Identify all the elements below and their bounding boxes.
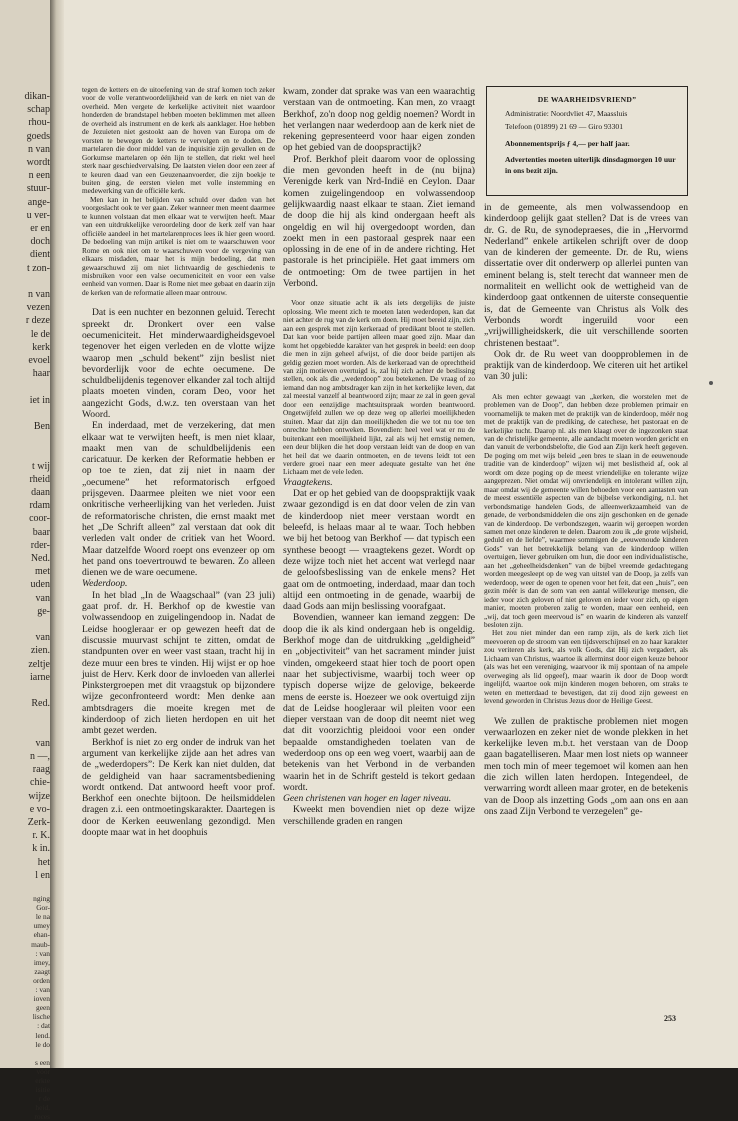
margin-fragment: schap: [27, 104, 50, 116]
margin-fragment: Red.: [31, 698, 50, 710]
margin-fragment: rhou-: [28, 117, 50, 129]
margin-fragment-small: : dat: [37, 1021, 50, 1031]
margin-fragment: evoel: [28, 355, 50, 366]
margin-fragment-small: Gor-: [36, 903, 50, 913]
masthead-telephone: Telefoon (01899) 21 69 — Giro 93301: [505, 122, 623, 131]
margin-fragment: doch: [30, 236, 50, 248]
margin-fragment: goeds: [26, 130, 50, 142]
margin-fragment: n —,: [30, 751, 50, 762]
masthead-subscription: Abonnementsprijs ƒ 4,— per half jaar.: [505, 138, 630, 148]
quote-berkhof: [283, 299, 475, 477]
margin-fragment: n van: [28, 289, 50, 300]
margin-fragment-small: heid,: [35, 1103, 50, 1113]
masthead-administration: Administratie: Noordvliet 47, Maassluis: [505, 108, 628, 118]
page-fold: [50, 0, 64, 1068]
margin-fragment-small: vóór: [36, 1066, 50, 1076]
margin-fragment-small: maub-: [31, 939, 50, 949]
margin-fragment: zeltje: [28, 658, 50, 670]
margin-fragment: van: [35, 632, 50, 644]
margin-fragment: rheid: [29, 473, 50, 485]
column-1: [82, 86, 275, 991]
margin-fragment: baar: [32, 526, 50, 538]
section-heading-niveau: Geen christenen van hoger en lager niveau.: [283, 793, 452, 805]
body-paragraph: Ook dr. de Ru weet van doopproblemen in de praktijk van de kinderdoop. We citeren uit het artikel van 30 juli:: [484, 348, 688, 383]
margin-fragment-small: geen: [36, 1003, 50, 1013]
margin-fragment-small: le do: [35, 1039, 50, 1049]
margin-fragment: vezen: [26, 302, 50, 314]
quote-paragraph: Het zou niet minder dan een ramp zijn, als de kerk zich liet meevoeren op de stroom van een tijdsverschijnsel en zo haar karakter zou veriteren als kerk, als volk Gods, dat Hij zich vergadert, als Lichaam van Christus, waartoe ik allerminst door eigen keuze behoor (als was het een vereniging, waarvoor ik mij spontaan of na ampele overweging als lid opgeef), maar waarin ik door de Doop wordt ingelijfd, waartoe ook mijn kinderen mogen behoren, om straks te weten en metterdaad te bevestigen, dat zij dood zijn geweest en levend geworden in Christus Jezus door de Heilige Geest.: [484, 628, 688, 706]
margin-fragment-small: : van: [35, 985, 50, 994]
masthead-title: DE WAARHEIDSVRIEND”: [537, 95, 637, 104]
margin-fragment-small: nging: [33, 894, 50, 903]
masthead-box: [486, 86, 688, 196]
margin-fragment: iet in: [29, 394, 50, 406]
margin-fragment: het: [37, 856, 50, 868]
margin-fragment: e vo-: [29, 803, 50, 815]
margin-fragment: er en: [30, 223, 50, 234]
margin-fragment: coor-: [29, 513, 50, 525]
margin-fragment: l en: [35, 869, 50, 881]
margin-fragment: uden: [30, 579, 50, 591]
margin-fragment: met: [35, 566, 50, 578]
margin-fragment: rder-: [30, 539, 50, 551]
margin-fragment-small: ehan-: [33, 930, 50, 940]
section-heading-wederdoop: Wederdoop.: [82, 578, 128, 590]
body-paragraph: Bovendien, wanneer kan iemand zeggen: De doop die ik als kind ondergaan heb is ongeldig. Berkhof moge dan de uitdrukking „geldigheid” en „objectiviteit” van het sacrament minder juist vinden, omgekeerd staat hier toch de poort open naar het subjectivisme, waarbij toch weer op typisch doperse wijze de gelovige, bekeerde mens de eerste is. Hoezeer we ook overtuigd zijn dat de Leidse hoogleraar wil pleiten voor een dieper verstaan van de doop dit neemt niet weg dat dit voorzichtig pleidooi voor een onder bepaalde omstandigheden toelaten van de wederdoop ons op een weg voert, waarbij aan de betekenis van het Verbond in de verbanden waarin het in de Schrift gesteld is tekort gedaan wordt.: [283, 612, 475, 793]
margin-fragment-small: s een: [35, 1057, 50, 1067]
margin-fragment: dient: [30, 249, 50, 261]
body-paragraph: Dat er op het gebied van de doopspraktijk vaak zwaar gezondigd is en dat door velen de zin van de kinderdoop niet meer verstaan wordt en beleefd, is helaas maar al te waar. Toch hebben we bij het betoog van Berkhof — dat typisch een synthese beoogt — vraagtekens gezet. Wordt op deze wijze toch niet het accent wat verlegd naar de geloofsbeslissing van de enkele mens? Het gaat om de ontmoeting, inderdaad, maar dan toch altijd een ontmoeting in de genade, waarbij de daad Gods aan mijn beslissing voorafgaat.: [283, 488, 475, 613]
margin-fragment: chie-: [30, 777, 50, 789]
body-paragraph: Prof. Berkhof pleit daarom voor de oplossing die men gevonden heeft in de (nu bijna) Verenigde kerk van Nrd-Indië en Ceylon. Daar komen zuigelingendoop en volwassendoop gelijkwaardig naast elkaar te staan. Ziet iemand de doop die hij als kind ondergaan heeft als ongeldig en wil hij overgedoopt worden, dan zoekt men in een pastoraal gesprek naar een oplossing in de ene of in de andere richting. Het pastorale is het principiële. Het gaat immers om de ontmoeting: Om de twee partijen in het Verbond.: [283, 153, 475, 290]
margin-fragment: zien.: [30, 645, 50, 657]
quote-paragraph: tegen de ketters en de uitoefening van de straf komen toch zeker voor de volle verantwoordelijkheid van de kerk en niet van de overheid. Men vergete de kerkelijke activiteit niet waardoor honderden de brandstapel hebben moeten beklimmen met alleen de overheid als instrument en de kerk als aanklager. Hoe hebben de Jezuieten niet gestookt aan de hoven van Europa om de vorsten te bewegen de ketters te vervolgen en te doden. De martelaren die door middel van de inquisitie zijn gevallen en de Gorkumse martelaren op één lijn te stellen, dat riekt wel heel sterk naar geschiedvervalsing. De laatsten vielen door een zeer af te keuren daad van een Geuzenaanvoerder, die zijn boekje te buiten ging, de eersten vielen met volle instemming en medewerking van de officiële kerk.: [82, 85, 275, 196]
margin-fragment-small: ioven: [33, 994, 50, 1004]
margin-fragment: Ned.: [30, 553, 50, 564]
margin-fragment-small: lend.: [35, 1030, 50, 1040]
quote-dronkert: [82, 86, 275, 297]
margin-fragment: n een: [28, 170, 50, 182]
margin-fragment: raag: [32, 764, 50, 776]
margin-fragment-small: erkte: [35, 1076, 50, 1085]
margin-fragment: le de: [30, 328, 50, 340]
column-2: [283, 86, 475, 991]
body-paragraph: kwam, zonder dat sprake was van een waarachtig verstaan van de ontmoeting. Kan men, zo vraagt Berkhof, zo'n doop nog geldig noemen? Wordt in het verlangen naar wederdoop aan de kerk niet de rekening gepresenteerd voor haar eigen zonden op het gebied van de doopspractijk?: [283, 86, 475, 154]
margin-fragment: u ver-: [26, 209, 50, 221]
margin-fragment-small: : van: [35, 948, 50, 958]
quote-paragraph: Voor onze situatie acht ik als iets dergelijks de juiste oplossing. Wie meent zich te moeten laten wederdopen, kan dat niet achter de rug van de kerk om doen. Hij moet bereid zijn, zich aan een gesprek met zijn kerkeraad of predikant bloot te stellen. Dat kan voor beide partijen alleen maar goed zijn. Maar dan komt het opgebiedde karakter van het gesprek in beeld: een doop die men in zijn geheel afwijst, of die door beide partijen als geldig gezien moet worden. Als de kerkeraad van de oprechtheid van zijn motieven overtuigd is, zal hij zich achter de beslissing stellen, ook als die „wederdoop” zou betekenen. De vraag of zo iemand dan nog ambtsdrager kan zijn in het kerkelijke leven, dat zal meestal vanzelf al beantwoord zijn; maar ze zal in geen geval door een eenzijdige machtsuitspraak worden beantwoord. Ongetwijfeld zullen we op deze weg op allerlei moeilijkheden stuiten. Maar dat zijn dan moeilijkheden die we tot nu toe ten onrechte hebben ontweken. Bovendien: heel veel wat er nu de buitenkant een moeilijkheid lijkt, zal als wij het ernstig nemen, een deur blijken die het doop verstaan leidt van de doop en van het heil dat we daarin ontmoeten, en de tevens leidt tot een verdere groei naar een meer adequate gestalte van het éne Lichaam met de vele leden.: [283, 298, 475, 477]
body-paragraph: in de gemeente, als men volwassendoop en kinderdoop gelijk gaat stellen? Dat is de vrees van dr. G. de Ru, de synodepraeses, die in „Hervormd Nederland” enkele artikelen schrijft over de doop van de kinderen der gemeente. Dr. de Ru, wiens dissertatie over dit onderwerp op allerlei punten van eminent belang is, stelt terecht dat wanneer men de normaliteit en wellicht ook de wettigheid van de kinderdoop gaat ontkennen de uiterste consequentie is, dat de Gemeente van Christus als Volk des Verbonds wordt ingeruild voor een „vrijwilligheidskerk, die uit verschillende soorten christenen bestaat”.: [484, 202, 688, 349]
body-paragraph: En inderdaad, met de verzekering, dat men elkaar wat te verwijten heeft, is men niet klaar, maakt men van de schuldbelijdenis een caricatuur. De kerken der Reformatie hebben er op toe te zien, dat zij niet in naam der „oecumene” het reformatorisch erfgoed prijsgeven. Daarmee pleiten we niet voor een onkritische verheerlijking van het verleden. Juist de reformatorische christen, die ernst maakt met het „De Schrift alleen” zal verstaan dat ook dit verleden valt onder de critiek van het Woord. Maar datzelfde Woord roept ons evenzeer op om het pand ons toevertrouwd te bewaren. Zo alleen dienen we de ware oecumene.: [82, 420, 275, 579]
margin-fragment: t zon-: [26, 262, 50, 274]
margin-fragment-small: lische: [32, 1012, 50, 1022]
margin-fragment: n van: [28, 143, 50, 155]
quote-paragraph: Men kan in het belijden van schuld over daden van het voorgeslacht ook te ver gaan. Zeker wanneer men meent daarmee te kunnen volstaan dat men elkaar wat te verwijten heeft. Maar van een uitdrukkelijke veroordeling door de kerk zelf van haar officiële aandeel in het martelarenproces lees ik hier geen woord. De bedoeling van mijn artikel is niet om te waarschuwen voor Rome en ook niet om te waarschuwen voor de vergeving van elkaars misdaden, maar het is mijn bedoeling, dat men gewaarschuwd zij om niet lichtvaardig de geschiedenis te misbruiken voor een valse oecumeniciteit en voor een valse eenheid van vormen. Daar is Rome niet mee gebaat en daarin zijn de kerken van de reformatie alleen maar ontrouw.: [82, 194, 275, 297]
margin-fragment: ange-: [27, 196, 50, 208]
margin-fragment-small: umey: [33, 921, 50, 931]
margin-fragment: k in.: [32, 843, 50, 855]
margin-fragment: ge-: [37, 605, 50, 617]
margin-fragment: t wij: [31, 460, 50, 472]
margin-fragment: iarne: [30, 671, 50, 683]
body-paragraph: In het blad „In de Waagschaal” (van 23 juli) gaat prof. dr. H. Berkhof op de kwestie van volwassendoop en zuigelingendoop in. Nadat de Leidse hoogleraar er op gewezen heeft dat de discussie muurvast schijnt te zitten, omdat de standpunten over en weer vast staan, tracht hij in deze muur een bres te vinden. Hij wijst er op hoe juist de Herv. Kerk door de invloeden van allerlei Pinkstergroepen met dit vraagstuk op bijzondere wijze geconfronteerd wordt: Men denke aan ambtsdragers die moeite kregen met de kinderdoop of zich lieten herdopen en uit het ambt gezet werden.: [82, 589, 275, 737]
margin-fragment: dikan-: [24, 91, 50, 102]
margin-fragment-small: isitie: [35, 1085, 50, 1095]
quote-de-ru: [484, 393, 688, 706]
margin-fragment: haar: [32, 368, 50, 380]
column-3: [484, 202, 688, 1012]
body-paragraph: Berkhof is niet zo erg onder de indruk van het argument van kerkelijke zijde aan het adres van de „wederdopers”: De Kerk kan niet dulden, dat de geldigheid van haar sacramentsbediening wordt ontkend. Dat antwoord heeft voor prof. Berkhof een onechte bijtoon. De heilsmiddelen dragen z.i. een ontmoetingskarakter. Daartegen is door de Kerken eeuwenlang gezondigd. Men doopte maar wat in het doophuis: [82, 736, 275, 838]
margin-fragment-small: roces: [34, 1112, 50, 1121]
margin-fragment-small: r de: [38, 1094, 50, 1104]
body-paragraph: We zullen de praktische problemen niet mogen verwaarlozen en zeker niet de wonde plekken in het kerkelijke leven m.b.t. het verstaan van de Doop gaan bagatelliseren. Maar men lost niets op wanneer men toch min of meer tegemoet wil komen aan hen die zich willen laten herdopen. Integendeel, de verwarring wordt alleen maar groter, en de betekenis van de Doop als inzetting Gods „om aan ons en aan ons zaad Zijn Verbond te verzegelen” ge-: [484, 715, 688, 817]
page-number: 253: [664, 1014, 676, 1023]
margin-fragment: wordt: [26, 157, 50, 168]
margin-fragment: r deze: [25, 315, 50, 327]
body-paragraph: Dat is een nuchter en bezonnen geluid. Terecht spreekt dr. Dronkert over een valse oecumeniciteit. Het minderwaardigheidsgevoel tegenover het eigen verleden en de vlotte wijze waarop men „schuld bekent” zijn beslist niet bevorderlijk voor de echte oecumene. De schuldbelijdenis tegenover elkander zal toch altijd plaats moeten vinden, coram Deo, voor het aangezicht Gods, d.w.z. ten overstaan van het Woord.: [82, 307, 275, 420]
margin-fragment-small: zaagt: [34, 966, 50, 976]
margin-fragment-small: imey,: [33, 957, 50, 967]
margin-fragment-small: orden: [33, 975, 50, 985]
quote-paragraph: Als men echter gewaagt van „kerken, die worstelen met de problemen van de Doop”, dan hebben deze problemen primair en voornamelijk te maken met de praktijk van de kinderdoop, méér nog met de praktijk van de prediking, de catechese, het pastoraat en de kerkelijke tucht. Daarop nl. als men klaagt over de ingezonken staat van de christelijke gemeente, alle aandacht moeten worden gericht en dan vanuit de verbondsbelofte, die God aan Zijn kerk heeft gegeven. De poging om met wijs beleid „een bres te slaan in de eeuwenoude traditie van de kinderdoop” wijzen wij met beslistheid af, ook al wordt om deze poging op de meest vriendelijke en tolerante wijze aangeprezen. Niet omdat wij onvriendelijk en intolerant willen zijn, maar omdat wij de gemeente willen behoeden voor een aantasten van de meest essentiële aspecten van de bijbelse verkondiging, n.l. het verbondsmatige handelen Gods, de alleenwerkzaamheid van de genade, de verbondsmiddelen die ons zijn geschonken en de genade van de kinderdoop. De verbondszegen, waarin wij geroepen worden samen met onze kinderen te delen. Daarom zou ik „de grote wijsheid, geduld en de liefde”, waarmee sommigen de „eeuwenoude kinderen Gods” van het betrekkelijk belang van de kinderdoop willen overtuigen, liever gebruiken om hun, die door een individualistische, aan het „geheelheidsdenken” van de bijbel vreemde gedachtegang worden meegesleept op de weg van uitstel van de Doop, ja zelfs van wederdoop, weer de ogen te openen voor het feit, dat een „huis”, een gezin méér is dan de som van een aantal willekeurige mensen, die ieder voor zich geloven of niet geloven en ieder voor zich, op eigen manier, moeten proberen zalig te worden, maar een eenheid, een „wij, dat toch geen meervoud is” en waarin de kinderen als vanzelf besloten zijn.: [484, 391, 688, 629]
margin-fragment: daan: [31, 487, 50, 498]
section-heading-vraagtekens: Vraagtekens.: [283, 476, 333, 488]
margin-fragment: wijze: [28, 790, 50, 802]
margin-fragment: r. K.: [32, 830, 50, 842]
margin-fragment: van: [35, 737, 50, 749]
margin-mark: [709, 381, 713, 385]
body-paragraph: Kweekt men bovendien niet op deze wijze verschillende graden en rangen: [283, 804, 475, 827]
margin-fragment: rdam: [29, 500, 50, 512]
margin-fragment: Zerk-: [27, 817, 50, 828]
margin-fragment: stuur-: [26, 183, 50, 195]
masthead-advertisements: Advertenties moeten uiterlijk dinsdagmorgen 10 uur in ons bezit zijn.: [505, 155, 676, 175]
margin-fragment-small: le na: [35, 912, 50, 922]
margin-fragment: Ben: [33, 421, 50, 432]
margin-fragment: van: [35, 592, 50, 604]
margin-fragment: kerk: [32, 341, 50, 353]
adjacent-page-edge: [0, 0, 50, 1121]
